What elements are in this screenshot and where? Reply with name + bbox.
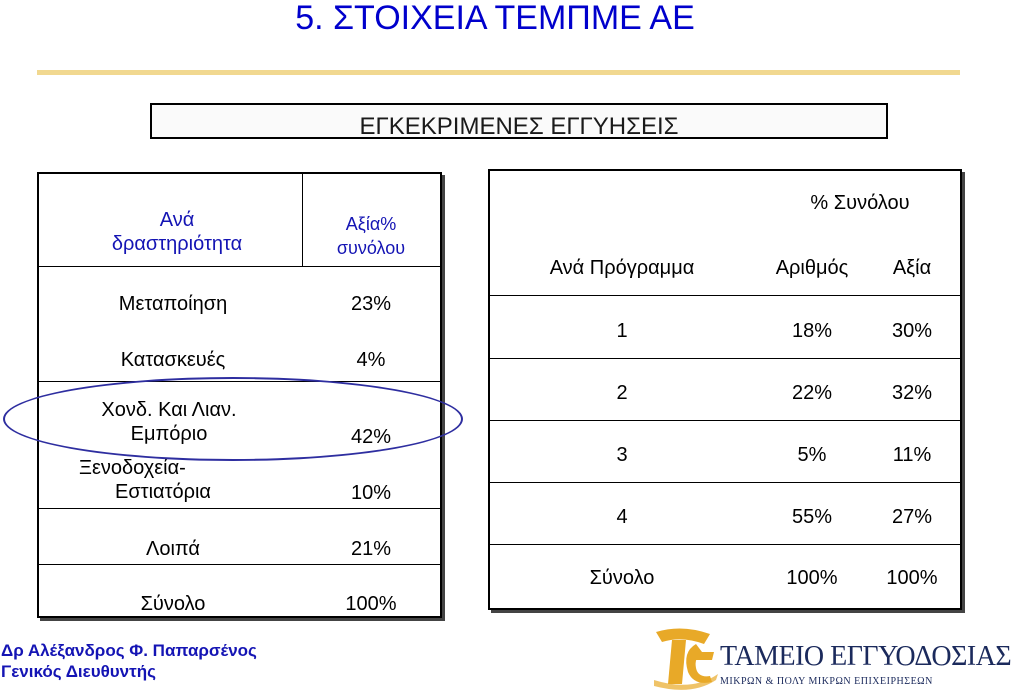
value-cell: 100% bbox=[886, 567, 938, 589]
count-cell: 55% bbox=[791, 506, 833, 528]
table-divider bbox=[490, 482, 960, 483]
count-cell: 18% bbox=[791, 320, 833, 342]
table-divider bbox=[302, 174, 303, 266]
table-divider bbox=[490, 544, 960, 545]
col-header-program: Ανά Πρόγραμμα bbox=[549, 257, 695, 279]
highlight-ellipse bbox=[3, 377, 463, 461]
row-label bbox=[39, 456, 287, 504]
header-value bbox=[309, 212, 433, 260]
table-divider bbox=[39, 508, 440, 509]
program-cell: Σύνολο bbox=[589, 567, 655, 589]
group-header: % Συνόλου bbox=[810, 192, 910, 214]
row-label: Μεταποίηση bbox=[118, 293, 228, 315]
row-label: Κατασκευές bbox=[120, 349, 226, 371]
header-value-line1: Αξία% bbox=[345, 214, 397, 234]
row-label: Σύνολο bbox=[140, 593, 206, 615]
row-value: 21% bbox=[350, 538, 392, 560]
row-label-line: Εστιατόρια bbox=[115, 481, 211, 503]
header-activity bbox=[87, 208, 267, 256]
logo-name: ΤΑΜΕΙΟ ΕΓΓΥΟΔΟΣΙΑΣ bbox=[720, 641, 1011, 672]
col-header-value: Αξία bbox=[892, 257, 932, 279]
value-cell: 11% bbox=[892, 444, 932, 466]
col-header-count: Αριθμός bbox=[775, 257, 849, 279]
program-cell: 3 bbox=[616, 444, 628, 466]
count-cell: 100% bbox=[786, 567, 838, 589]
row-value: 42% bbox=[350, 426, 392, 448]
count-cell: 22% bbox=[791, 382, 833, 404]
row-value: 4% bbox=[356, 349, 386, 371]
title-underline bbox=[37, 70, 960, 75]
author-name: Δρ Αλέξανδρος Φ. Παπαρσένος bbox=[1, 641, 257, 660]
table-divider bbox=[490, 358, 960, 359]
row-label-line: Ξενοδοχεία- bbox=[79, 457, 186, 479]
row-label: Λοιπά bbox=[145, 538, 200, 560]
author-block bbox=[1, 640, 257, 682]
header-value-line2: συνόλου bbox=[336, 238, 406, 258]
table-divider bbox=[39, 564, 440, 565]
table-divider bbox=[490, 295, 960, 296]
program-table bbox=[488, 169, 962, 610]
logo-subtitle: ΜΙΚΡΩΝ & ΠΟΛΥ ΜΙΚΡΩΝ ΕΠΙΧΕΙΡΗΣΕΩΝ bbox=[720, 676, 933, 687]
program-cell: 2 bbox=[616, 382, 628, 404]
count-cell: 5% bbox=[797, 444, 827, 466]
table-divider bbox=[39, 266, 440, 267]
row-value: 23% bbox=[350, 293, 392, 315]
value-cell: 27% bbox=[891, 506, 933, 528]
program-cell: 4 bbox=[616, 506, 628, 528]
author-role: Γενικός Διευθυντής bbox=[1, 662, 156, 681]
value-cell: 30% bbox=[891, 320, 933, 342]
row-label-line: Χονδ. Και Λιαν. bbox=[101, 399, 237, 421]
subtitle-text: ΕΓΚΕΚΡΙΜΕΝΕΣ ΕΓΓΥΗΣΕΙΣ bbox=[359, 113, 679, 140]
header-activity-line1: Ανά bbox=[159, 209, 195, 231]
row-value: 10% bbox=[350, 482, 392, 504]
table-divider bbox=[490, 420, 960, 421]
subtitle-box bbox=[150, 103, 888, 139]
row-value: 100% bbox=[345, 593, 397, 615]
row-label-line: Εμπόριο bbox=[130, 423, 208, 445]
slide-title: 5. ΣΤΟΙΧΕΙΑ ΤΕΜΠΜΕ ΑΕ bbox=[295, 0, 695, 37]
program-cell: 1 bbox=[616, 320, 628, 342]
header-activity-line2: δραστηριότητα bbox=[111, 233, 243, 255]
value-cell: 32% bbox=[891, 382, 933, 404]
